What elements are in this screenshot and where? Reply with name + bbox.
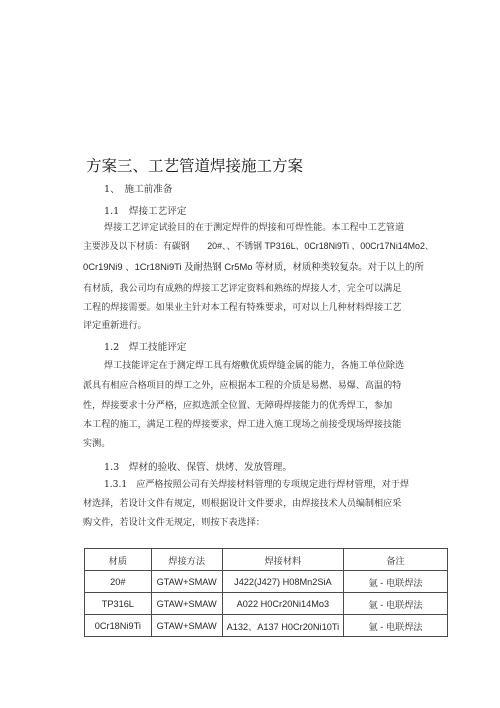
paragraph-line: 焊工技能评定在于测定焊工具有熔敷优质焊缝金属的能力，各施工单位除选 — [104, 361, 405, 371]
paragraph-line: 焊接工艺评定试验目的在于测定焊件的焊接和可焊性能。本工程中工艺管道 — [104, 223, 405, 233]
paragraph-line: 评定重新进行。 — [83, 321, 147, 331]
table-cell: GTAW+SMAW — [151, 615, 222, 637]
paragraph-line: 0Cr19Ni9 、1Cr18Ni9Ti 及耐热钢 Cr5Mo 等材质，材质种类较复杂。对于以上的所 — [83, 261, 424, 272]
paragraph-line: 有材质，我公司均有成熟的焊接工艺评定资料和熟练的焊接人才，完全可以满足 — [83, 284, 402, 294]
table-cell: A132、A137 H0Cr20Ni10Ti — [222, 615, 344, 637]
table-cell: 氩 - 电联焊法 — [344, 615, 448, 637]
paragraph-line: 派具有相应合格项目的焊工之外，应根据本工程的介质是易燃、易爆、高温的特 — [83, 381, 402, 391]
section-heading-1: 1、 施工前准备 — [104, 184, 173, 195]
paragraph-line: 本工程的施工，满足工程的焊接要求，焊工进入施工现场之前接受现场焊接技能 — [83, 420, 402, 430]
table-row — [85, 571, 448, 593]
section-heading-1-1: 1.1 焊接工艺评定 — [104, 206, 187, 217]
section-heading-1-3: 1.3 焊材的验收、保管、烘烤、发放管理。 — [104, 462, 292, 473]
table-cell: 氩 - 电联焊法 — [344, 571, 448, 593]
paragraph-line: 购文件，若设计文件无规定，则按下表选择： — [83, 518, 265, 528]
table-header: 材质 — [85, 549, 152, 571]
section-heading-1-2: 1.2 焊工技能评定 — [104, 342, 187, 353]
page-title: 方案三、工艺管道焊接施工方案 — [86, 157, 304, 175]
paragraph-line: 性，焊接要求十分严格，应拟选派全位置、无障碍焊接能力的优秀焊工，参加 — [83, 401, 393, 411]
paragraph-line: 1.3.1 应严格按照公司有关焊接材料管理的专项规定进行焊材管理，对于焊 — [104, 480, 410, 490]
paragraph-line: 实测。 — [83, 439, 111, 449]
paragraph-line: 主要涉及以下材质：有碳钢 20#、、不锈钢 TP316L、0Cr18Ni9Ti 、00Cr17Ni14Mo2、 — [83, 241, 434, 251]
table-header-row — [85, 549, 448, 571]
table-cell: GTAW+SMAW — [151, 571, 222, 593]
table-row — [85, 615, 448, 637]
welding-material-table — [84, 548, 448, 637]
table-cell: 0Cr18Ni9Ti — [85, 615, 152, 637]
paragraph-line: 材选择，若设计文件有规定，则根据设计文件要求，由焊接技术人员编制相应采 — [83, 499, 402, 509]
table-cell: A022 H0Cr20Ni14Mo3 — [222, 593, 344, 615]
table-cell: TP316L — [85, 593, 152, 615]
paragraph-line: 工程的焊接需要。如果业主针对本工程有特殊要求，可对以上几种材料焊接工艺 — [83, 303, 402, 313]
table-cell: GTAW+SMAW — [151, 593, 222, 615]
table-header: 焊接方法 — [151, 549, 222, 571]
table-row — [85, 593, 448, 615]
table-header: 备注 — [344, 549, 448, 571]
table-cell: 氩 - 电联焊法 — [344, 593, 448, 615]
table-header: 焊接材料 — [222, 549, 344, 571]
table-cell: 20# — [85, 571, 152, 593]
table-cell: J422(J427) H08Mn2SiA — [222, 571, 344, 593]
